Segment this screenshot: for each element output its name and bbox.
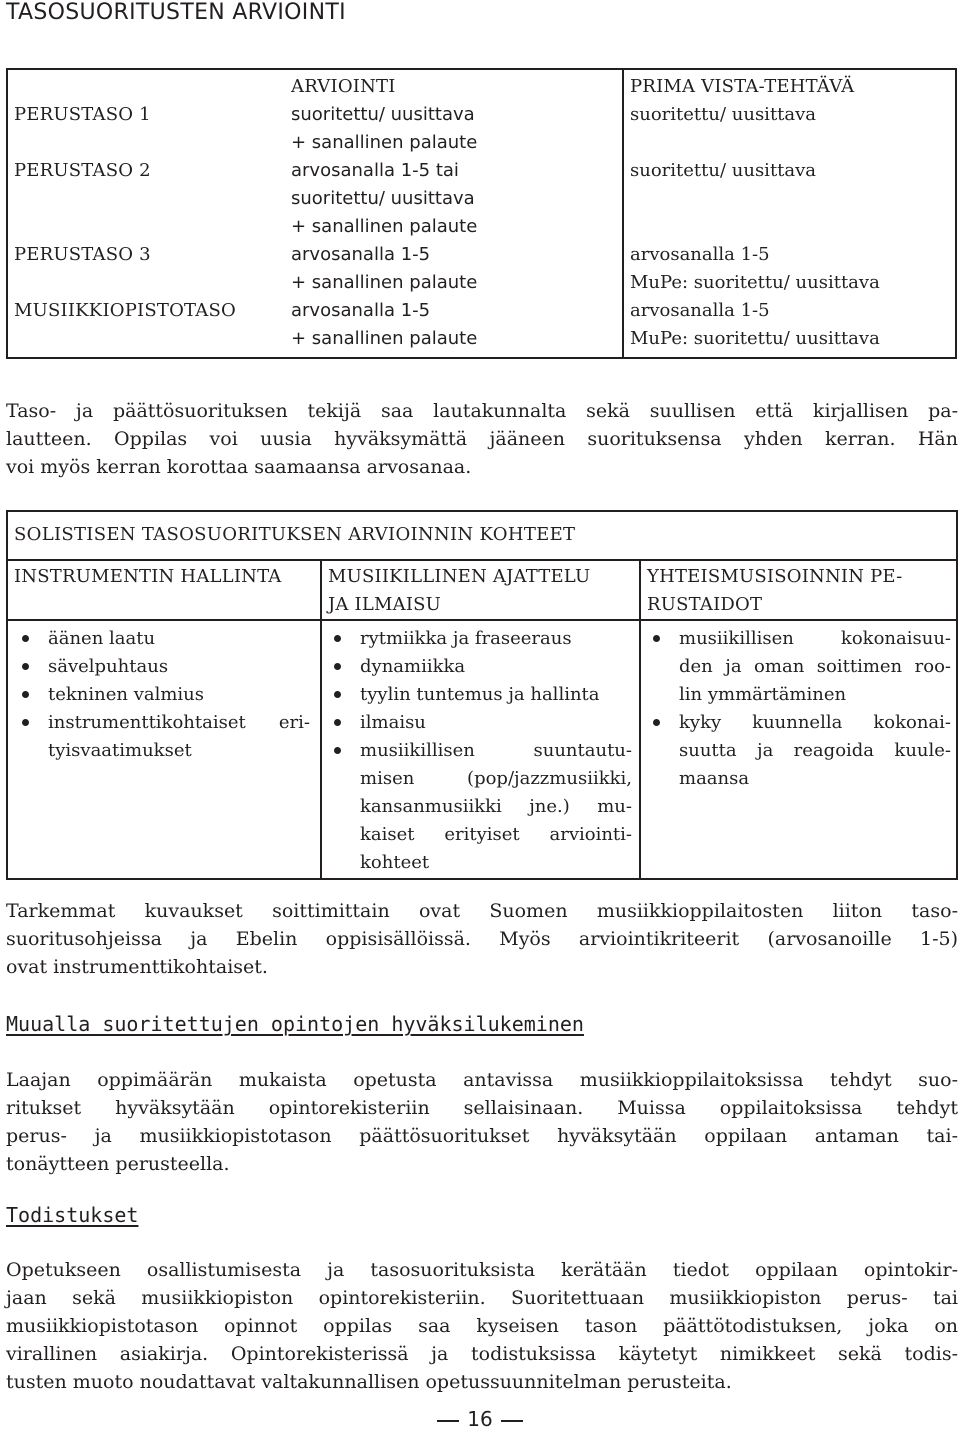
paragraph-line: Laajan oppimäärän mukaista opetusta antavissa musiikkioppilaitoksissa tehdyt suo- <box>6 1069 958 1091</box>
arviointi-line: arvosanalla 1-5 tai <box>291 160 459 181</box>
arviointi-cell <box>285 101 623 157</box>
list-item-line: kaiset erityiset arviointi- <box>360 824 632 845</box>
list-item-line: suutta ja reagoida kuule- <box>679 740 951 761</box>
column-header-line: YHTEISMUSISOINNIN PE- <box>647 566 903 587</box>
column-header-line: INSTRUMENTIN HALLINTA <box>14 566 282 587</box>
paragraph-line: Taso- ja päättösuorituksen tekijä saa lautakunnalta sekä suullisen että kirjallisen pa- <box>6 400 958 422</box>
paragraph-line: voi myös kerran korottaa saamaansa arvosanaa. <box>6 456 472 478</box>
prima-line: suoritettu/ uusittava <box>630 104 817 125</box>
list-item <box>14 653 310 681</box>
list-item-line: musiikillisen kokonaisuu- <box>679 628 951 649</box>
prima-cell <box>623 297 956 358</box>
arviointi-line: + sanallinen palaute <box>291 328 478 349</box>
grading-table-header-row <box>7 69 956 101</box>
column-header-line: RUSTAIDOT <box>647 594 763 615</box>
arviointi-line: + sanallinen palaute <box>291 132 478 153</box>
level-cell: MUSIIKKIOPISTOTASO <box>14 300 236 321</box>
list-item-line: tyisvaatimukset <box>48 740 192 761</box>
list-item-line: tyylin tuntemus ja hallinta <box>360 684 600 705</box>
column-header-line: JA ILMAISU <box>328 594 442 615</box>
paragraph-line: Opetukseen osallistumisesta ja tasosuorituksista kerätään tiedot oppilaan opintokir- <box>6 1259 958 1281</box>
list-item <box>326 653 632 681</box>
column-header-instrument <box>14 563 282 591</box>
list-item-line: rytmiikka ja fraseeraus <box>360 628 572 649</box>
arviointi-line: arvosanalla 1-5 <box>291 300 431 321</box>
list-item-line: äänen laatu <box>48 628 156 649</box>
list-item-line: den ja oman soittimen roo- <box>679 656 951 677</box>
grading-table-row <box>7 297 956 358</box>
section-heading-recognition: Muualla suoritettujen opintojen hyväksilukeminen <box>6 1012 584 1036</box>
paragraph-line: tusten muoto noudattavat valtakunnallisen opetussuunnitelman perusteita. <box>6 1371 732 1393</box>
arviointi-cell <box>285 157 623 241</box>
list-item-line: dynamiikka <box>360 656 466 677</box>
prima-line: arvosanalla 1-5 <box>630 300 770 321</box>
list-item-line: musiikillisen suuntautu- <box>360 740 632 761</box>
page-number <box>0 1407 960 1431</box>
musical-criteria-list <box>326 625 632 877</box>
grading-table-row <box>7 241 956 297</box>
list-item <box>14 709 310 765</box>
list-item-line: lin ymmärtäminen <box>679 684 847 705</box>
divider <box>320 559 322 878</box>
list-item-line: maansa <box>679 768 750 789</box>
paragraph-line: tonäytteen perusteella. <box>6 1153 230 1175</box>
list-item <box>326 681 632 709</box>
arviointi-line: arvosanalla 1-5 <box>291 244 431 265</box>
paragraph-line: lautteen. Oppilas voi uusia hyväksymättä jääneen suorituksensa yhden kerran. Hän <box>6 428 958 450</box>
prima-cell <box>623 157 956 241</box>
list-item-line: misen (pop/jazzmusiikki, <box>360 768 632 789</box>
list-item <box>645 709 951 793</box>
list-item <box>14 681 310 709</box>
paragraph-line: suoritusohjeissa ja Ebelin oppisisällöissä. Myös arviointikriteerit (arvosanoille 1-5) <box>6 928 958 950</box>
grading-table-header-prima: PRIMA VISTA-TEHTÄVÄ <box>630 76 855 97</box>
list-item <box>326 625 632 653</box>
instrument-criteria-list <box>14 625 310 765</box>
paragraph-line: Tarkemmat kuvaukset soittimittain ovat Suomen musiikkioppilaitosten liiton taso- <box>6 900 958 922</box>
recognition-paragraph <box>6 1066 958 1178</box>
page-number-value: 16 <box>467 1407 493 1431</box>
paragraph-line: ritukset hyväksytään opintorekisteriin sellaisinaan. Muissa oppilaitoksissa tehdyt <box>6 1097 958 1119</box>
list-item-line: kohteet <box>360 852 430 873</box>
arviointi-line: + sanallinen palaute <box>291 272 478 293</box>
list-item-line: ilmaisu <box>360 712 426 733</box>
prima-line: MuPe: suoritettu/ uusittava <box>630 272 880 293</box>
section-heading-certificates: Todistukset <box>6 1203 139 1227</box>
divider <box>639 559 641 878</box>
arviointi-cell <box>285 241 623 297</box>
column-header-line: MUSIIKILLINEN AJATTELU <box>328 566 591 587</box>
feedback-paragraph <box>6 397 958 481</box>
arviointi-line: suoritettu/ uusittava <box>291 104 475 125</box>
grading-table-row <box>7 157 956 241</box>
list-item <box>326 709 632 737</box>
column-header-musical <box>328 563 590 619</box>
grading-table-header-arviointi: ARVIOINTI <box>285 69 623 101</box>
criteria-box-title: SOLISTISEN TASOSUORITUKSEN ARVIOINNIN KOHTEET <box>14 524 576 545</box>
grading-table-row <box>7 101 956 157</box>
page-number-dash <box>437 1420 459 1422</box>
column-header-ensemble <box>647 563 902 619</box>
list-item-line: kyky kuunnella kokonai- <box>679 712 951 733</box>
level-cell: PERUSTASO 3 <box>14 244 151 265</box>
level-cell: PERUSTASO 2 <box>14 160 151 181</box>
list-item-line: tekninen valmius <box>48 684 205 705</box>
certificates-paragraph <box>6 1256 958 1396</box>
paragraph-line: virallinen asiakirja. Opintorekisterissä ja todistuksissa käytetyt nimikkeet sekä todis- <box>6 1343 958 1365</box>
divider <box>8 619 956 621</box>
arviointi-line: suoritettu/ uusittava <box>291 188 475 209</box>
page-number-dash <box>501 1420 523 1422</box>
divider <box>8 559 956 561</box>
paragraph-line: musiikkiopistotason opinnot oppilas saa kyseisen tason päättötodistuksen, joka on <box>6 1315 958 1337</box>
prima-line: suoritettu/ uusittava <box>630 160 817 181</box>
instrument-criteria-paragraph <box>6 897 958 981</box>
prima-line: MuPe: suoritettu/ uusittava <box>630 328 880 349</box>
level-cell: PERUSTASO 1 <box>14 104 151 125</box>
arviointi-line: + sanallinen palaute <box>291 216 478 237</box>
list-item <box>326 737 632 877</box>
paragraph-line: jaan sekä musiikkiopiston opintorekisteriin. Suoritettuaan musiikkiopiston perus- tai <box>6 1287 958 1309</box>
arviointi-cell <box>285 297 623 358</box>
criteria-box <box>6 510 958 880</box>
list-item-line: instrumenttikohtaiset eri- <box>48 712 310 733</box>
page-title: TASOSUORITUSTEN ARVIOINTI <box>6 0 346 25</box>
list-item-line: kansanmusiikki jne.) mu- <box>360 796 632 817</box>
grading-table-header-level <box>7 69 285 101</box>
paragraph-line: perus- ja musiikkiopistotason päättösuoritukset hyväksytään oppilaan antaman tai- <box>6 1125 958 1147</box>
grading-table <box>6 68 957 359</box>
list-item <box>14 625 310 653</box>
prima-cell <box>623 241 956 297</box>
paragraph-line: ovat instrumenttikohtaiset. <box>6 956 268 978</box>
list-item <box>645 625 951 709</box>
prima-cell <box>623 101 956 157</box>
prima-line: arvosanalla 1-5 <box>630 244 770 265</box>
list-item-line: sävelpuhtaus <box>48 656 169 677</box>
ensemble-criteria-list <box>645 625 951 793</box>
